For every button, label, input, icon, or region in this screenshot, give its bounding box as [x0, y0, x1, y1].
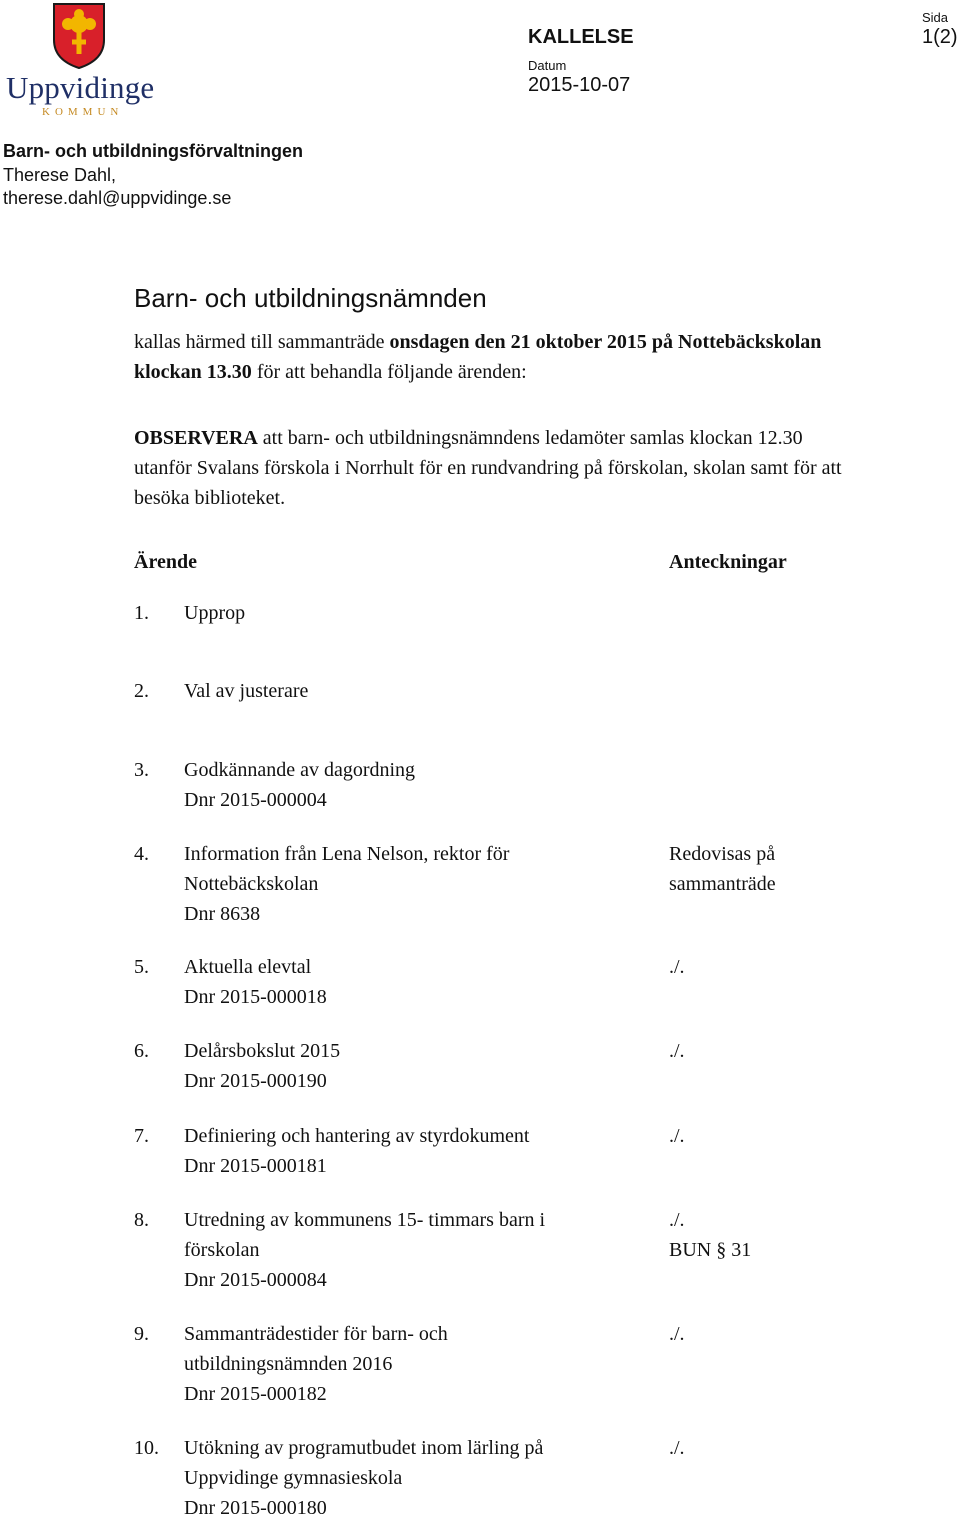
agenda-item-note-line: ./.: [669, 1125, 685, 1147]
sender-name: Therese Dahl,: [3, 164, 117, 185]
agenda-item-text: [184, 598, 644, 628]
agenda-item: [134, 755, 914, 811]
intro-text-a: kallas härmed till sammanträde: [134, 331, 390, 353]
agenda-item-line: Val av justerare: [184, 680, 309, 702]
agenda-item-line: Definiering och hantering av styrdokument: [184, 1125, 530, 1147]
agenda-item-note-line: ./.: [669, 1209, 685, 1231]
agenda-item: [134, 1205, 914, 1291]
agenda-item-dnr: Dnr 2015-000084: [184, 1269, 327, 1291]
agenda-item-line: Utredning av kommunens 15- timmars barn i: [184, 1209, 546, 1231]
sender-email[interactable]: therese.dahl@uppvidinge.se: [3, 188, 232, 208]
agenda-item-text: [184, 839, 644, 929]
agenda-item-text: [184, 952, 644, 1012]
agenda-item-note: [669, 839, 909, 899]
agenda-item-note-line: ./.: [669, 1040, 685, 1062]
agenda-item-line: förskolan: [184, 1239, 260, 1261]
agenda-item-line: utbildningsnämnden 2016: [184, 1353, 393, 1375]
agenda-item-number: 7.: [134, 1125, 149, 1147]
agenda-item-text: [184, 1121, 644, 1181]
notice-paragraph: [134, 423, 854, 513]
coat-of-arms-icon: [24, 2, 134, 70]
agenda-item-dnr: Dnr 2015-000190: [184, 1070, 327, 1092]
agenda-item-line: Sammanträdestider för barn- och: [184, 1323, 448, 1345]
agenda-item-note-line: Redovisas på: [669, 843, 776, 865]
agenda-item-note: [669, 1433, 909, 1463]
agenda-item: [134, 839, 914, 925]
agenda-item-dnr: Dnr 2015-000181: [184, 1155, 327, 1177]
column-header-anteckningar: Anteckningar: [669, 551, 787, 573]
agenda-item-text: [184, 1319, 644, 1409]
agenda-item-text: [184, 1036, 644, 1096]
agenda-item-line: Godkännande av dagordning: [184, 759, 416, 781]
intro-text-c: för att behandla följande ärenden:: [251, 361, 527, 383]
agenda-item-number: 8.: [134, 1209, 149, 1231]
intro-text-b: onsdagen den 21 oktober 2015 på Nottebäckskolan klockan 13.30: [134, 331, 822, 383]
agenda-item-dnr: Dnr 2015-000182: [184, 1383, 327, 1405]
agenda-item-note-line: ./.: [669, 956, 685, 978]
agenda-item-text: [184, 676, 644, 706]
agenda-item-note: [669, 1121, 909, 1151]
document-type: KALLELSE: [528, 26, 634, 48]
agenda-item: [134, 1319, 914, 1405]
agenda-item-text: [184, 755, 644, 815]
agenda-item-number: 10.: [134, 1437, 159, 1459]
page-label: Sida: [922, 10, 949, 25]
sender-organization: Barn- och utbildningsförvaltningen: [3, 141, 303, 161]
agenda-item-note-line: ./.: [669, 1437, 685, 1459]
agenda-item-note: [669, 1205, 909, 1265]
agenda-item-dnr: Dnr 2015-000004: [184, 789, 327, 811]
notice-text: att barn- och utbildningsnämndens ledamöter samlas klockan 12.30 utanför Svalans förskola i Norrhult för en rundvandring på förskolan, skolan samt för att besöka biblioteket.: [134, 427, 842, 509]
agenda-item: [134, 676, 914, 706]
municipality-logo: [2, 2, 160, 118]
agenda-item-number: 5.: [134, 956, 149, 978]
agenda-item-number: 2.: [134, 680, 149, 702]
sender-block: [3, 140, 303, 211]
agenda-item: [134, 1036, 914, 1092]
date-label: Datum: [528, 58, 567, 73]
agenda-item-note-line: BUN § 31: [669, 1239, 752, 1261]
intro-paragraph: [134, 327, 854, 387]
page-number: 1(2): [922, 26, 958, 48]
page-title: Barn- och utbildningsnämnden: [134, 283, 487, 313]
notice-keyword: OBSERVERA: [134, 427, 258, 449]
agenda-item-line: Utökning av programutbudet inom lärling på: [184, 1437, 544, 1459]
agenda-item-line: Aktuella elevtal: [184, 956, 312, 978]
agenda-item-dnr: Dnr 2015-000180: [184, 1497, 327, 1519]
date-value: 2015-10-07: [528, 74, 631, 96]
agenda-item-line: Upprop: [184, 602, 246, 624]
agenda-item: [134, 598, 914, 628]
agenda-item: [134, 1121, 914, 1177]
agenda-item-text: [184, 1205, 644, 1295]
agenda-item-number: 4.: [134, 843, 149, 865]
agenda-item-note-line: ./.: [669, 1323, 685, 1345]
agenda-item-dnr: Dnr 8638: [184, 903, 261, 925]
agenda-item-number: 1.: [134, 602, 149, 624]
agenda-item-dnr: Dnr 2015-000018: [184, 986, 327, 1008]
agenda-item-line: Information från Lena Nelson, rektor för: [184, 843, 510, 865]
agenda-item-note: [669, 1319, 909, 1349]
logo-subtitle: KOMMUN: [42, 106, 124, 118]
agenda-item-number: 6.: [134, 1040, 149, 1062]
agenda-item-line: Delårsbokslut 2015: [184, 1040, 341, 1062]
agenda-item-number: 3.: [134, 759, 149, 781]
column-header-arende: Ärende: [134, 551, 197, 573]
agenda-item-text: [184, 1433, 644, 1523]
agenda-item-number: 9.: [134, 1323, 149, 1345]
agenda-item-note: [669, 952, 909, 982]
agenda-item-note: [669, 1036, 909, 1066]
agenda-item: [134, 1433, 914, 1519]
agenda-item-line: Uppvidinge gymnasieskola: [184, 1467, 403, 1489]
logo-wordmark: Uppvidinge: [6, 70, 155, 105]
agenda-item-note-line: sammanträde: [669, 873, 776, 895]
agenda-item-line: Nottebäckskolan: [184, 873, 319, 895]
agenda-item: [134, 952, 914, 1008]
